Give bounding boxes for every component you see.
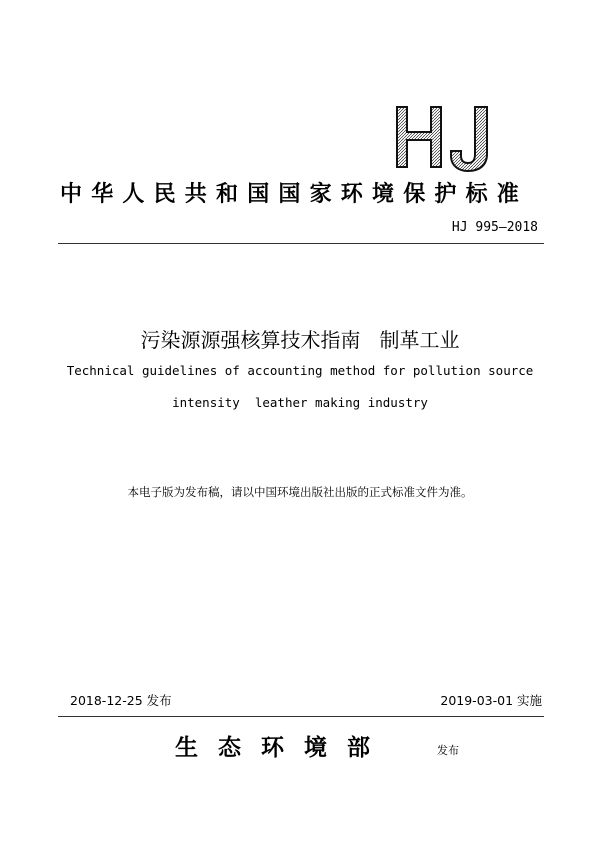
electronic-version-notice: 本电子版为发布稿，请以中国环境出版社出版的正式标准文件为准。 [127, 485, 473, 499]
hj-logo [392, 102, 498, 174]
document-title-chinese: 污染源源强核算技术指南 制革工业 [140, 328, 460, 352]
effective-date: 2019-03-01 实施 [440, 693, 542, 708]
document-title-english-line-1: Technical guidelines of accounting method for pollution source [66, 363, 534, 378]
publisher-suffix: 发布 [437, 744, 459, 757]
hj-logo-letter-j [450, 106, 488, 172]
footer-divider [58, 716, 544, 717]
issuer-title: 中华人民共和国国家环境保护标准 [60, 182, 529, 207]
standard-number: HJ 995—2018 [451, 220, 538, 235]
header-divider [58, 243, 544, 244]
publisher-name: 生态环境部 [175, 734, 390, 761]
hj-logo-letter-h [396, 106, 442, 168]
document-title-english-line-2: intensity leather making industry [172, 395, 428, 410]
release-date: 2018-12-25 发布 [70, 693, 172, 708]
